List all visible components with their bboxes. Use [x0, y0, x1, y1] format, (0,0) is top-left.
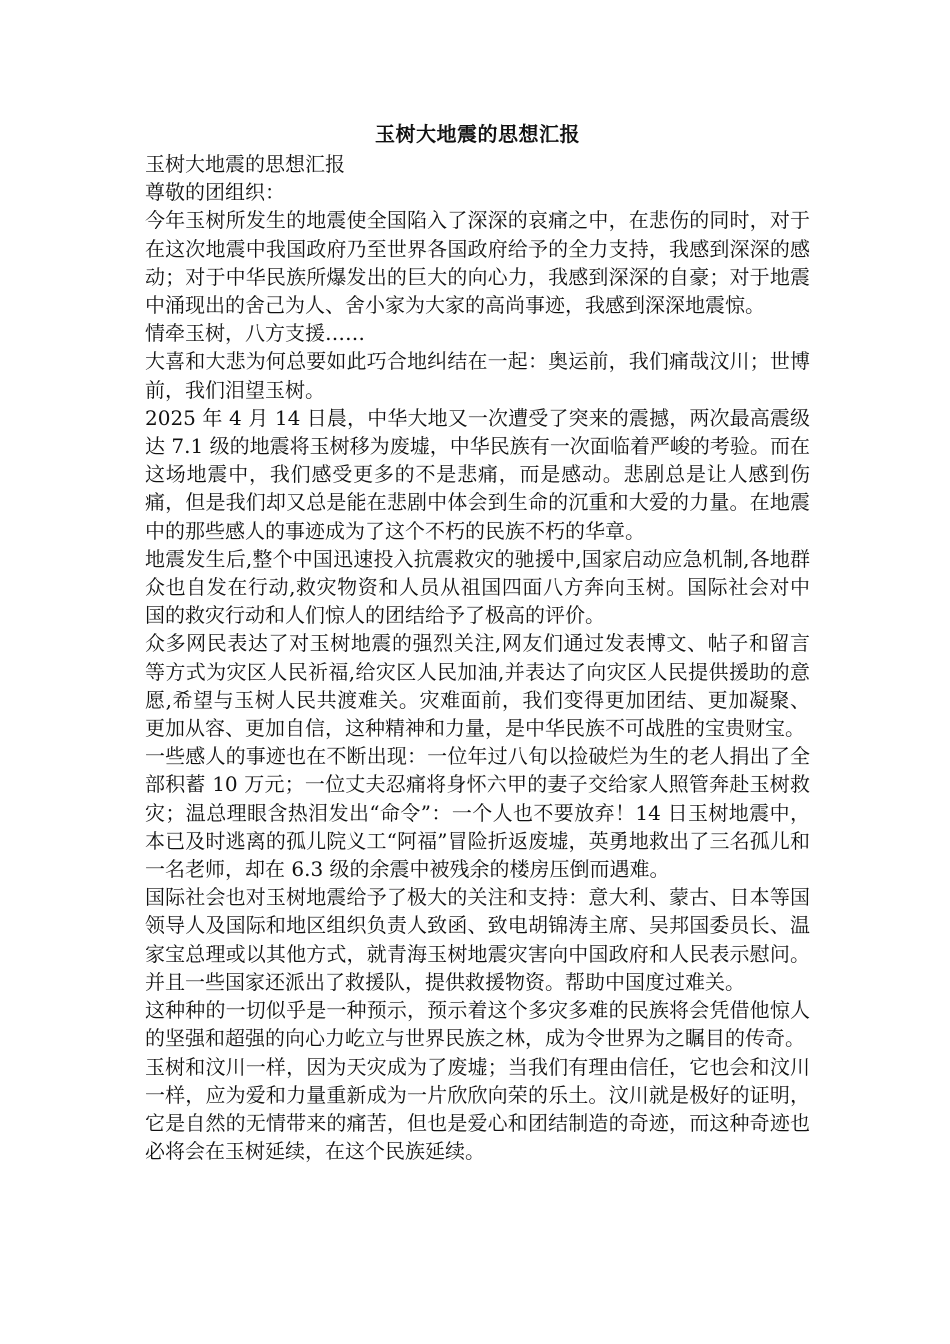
- paragraph-netizens: 众多网民表达了对玉树地震的强烈关注,网友们通过发表博文、帖子和留言等方式为灾区人民祈福,给灾区人民加油,并表达了向灾区人民提供援助的意愿,希望与玉树人民共渡难关。灾难面前，我们变得更加团结、更加凝聚、更加从容、更加自信，这种精神和力量，是中华民族不可战胜的宝贵财宝。: [145, 631, 810, 741]
- paragraph-international: 国际社会也对玉树地震给予了极大的关注和支持：意大利、蒙古、日本等国领导人及国际和地区组织负责人致函、致电胡锦涛主席、吴邦国委员长、温家宝总理或以其他方式，就青海玉树地震灾害向中国政府和人民表示慰问。并且一些国家还派出了救援队，提供救援物资。帮助中国度过难关。: [145, 885, 810, 994]
- paragraph-heading-support: 情牵玉树，八方支援……: [145, 321, 365, 346]
- paragraph-earthquake-date: 2025 年 4 月 14 日晨，中华大地又一次遭受了突来的震撼，两次最高震级达 7.1 级的地震将玉树移为废墟，中华民族有一次面临着严峻的考验。而在这场地震中，我们感受更多的不是悲痛，而是感动。悲剧总是让人感到伤痛，但是我们却又总是能在悲剧中体会到生命的沉重和大爱的力量。在地震中的那些感人的事迹成为了这个不朽的民族不朽的华章。: [145, 405, 810, 543]
- paragraph-joy-sorrow: 大喜和大悲为何总要如此巧合地纠结在一起：奥运前，我们痛哉汶川；世博前，我们泪望玉树。: [145, 349, 810, 402]
- paragraph-conclusion: 玉树和汶川一样，因为天灾成为了废墟；当我们有理由信任，它也会和汶川一样，应为爱和力量重新成为一片欣欣向荣的乐土。汶川就是极好的证明，它是自然的无情带来的痛苦，但也是爱心和团结制造的奇迹，而这种奇迹也必将会在玉树延续，在这个民族延续。: [145, 1054, 810, 1164]
- paragraph-omen: 这种种的一切似乎是一种预示，预示着这个多灾多难的民族将会凭借他惊人的坚强和超强的向心力屹立与世界民族之林，成为令世界为之瞩目的传奇。: [145, 998, 810, 1051]
- paragraph-touching-stories: 一些感人的事迹也在不断出现：一位年过八旬以捡破烂为生的老人捐出了全部积蓄 10 万元；一位丈夫忍痛将身怀六甲的妻子交给家人照管奔赴玉树救灾；温总理眼含热泪发出“命令”：一个人也不要放弃！14 日玉树地震中，本已及时逃离的孤儿院义工“阿福”冒险折返废墟，英勇地救出了三名孤儿和一名老师，却在 6.3 级的余震中被残余的楼房压倒而遇难。: [145, 744, 810, 882]
- paragraph-subtitle: 玉树大地震的思想汇报: [145, 152, 345, 176]
- paragraph-salutation: 尊敬的团组织：: [145, 180, 285, 205]
- document-page: [145, 120, 810, 1165]
- paragraph-rescue-response: 地震发生后,整个中国迅速投入抗震救灾的驰援中,国家启动应急机制,各地群众也自发在行动,救灾物资和人员从祖国四面八方奔向玉树。国际社会对中国的救灾行动和人们惊人的团结给予了极高的评价。: [145, 546, 810, 628]
- paragraph-intro: 今年玉树所发生的地震使全国陷入了深深的哀痛之中，在悲伤的同时，对于在这次地震中我国政府乃至世界各国政府给予的全力支持，我感到深深的感动；对于中华民族所爆发出的巨大的向心力，我感到深深的自豪；对于地震中涌现出的舍己为人、舍小家为大家的高尚事迹，我感到深深地震惊。: [145, 208, 810, 318]
- document-title: 玉树大地震的思想汇报: [375, 122, 580, 146]
